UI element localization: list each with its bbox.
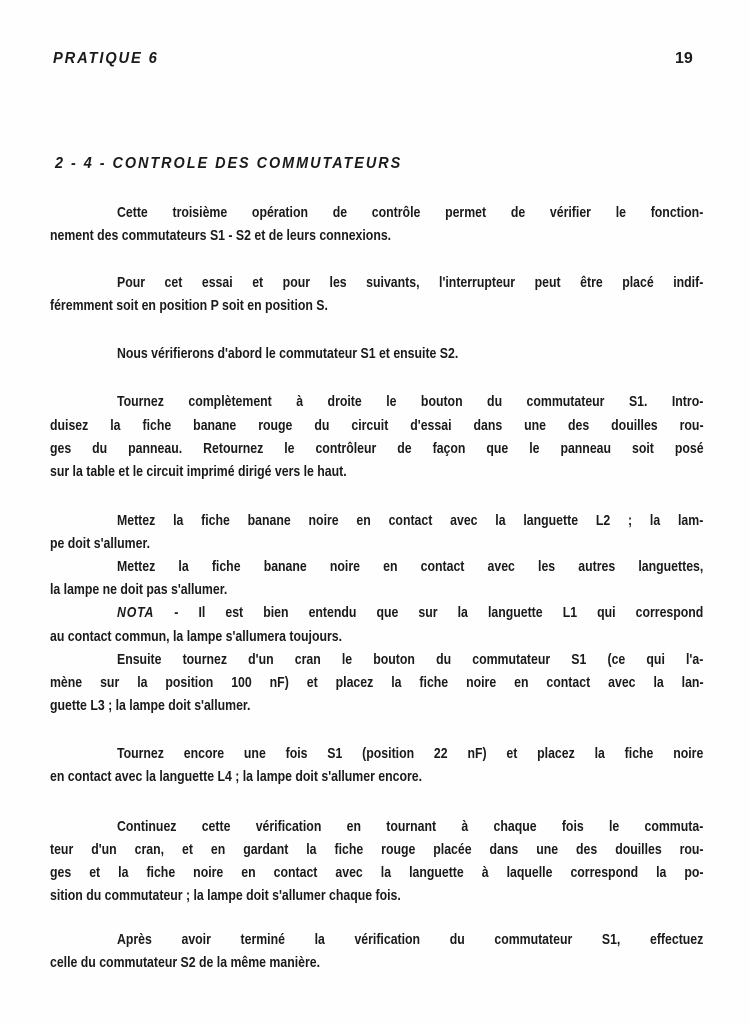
paragraph-8-line-2: mène sur la position 100 nF) et placez la fiche noire en contact avec la lan- xyxy=(50,674,704,691)
paragraph-4-line-1: Tournez complètement à droite le bouton du commutateur S1. Intro- xyxy=(117,393,704,410)
paragraph-8-line-3: guette L3 ; la lampe doit s'allumer. xyxy=(50,697,251,714)
paragraph-11-line-1: Après avoir terminé la vérification du commutateur S1, effectuez xyxy=(117,931,704,948)
paragraph-1-line-2: nement des commutateurs S1 - S2 et de leurs connexions. xyxy=(50,227,392,244)
paragraph-5-line-2: pe doit s'allumer. xyxy=(50,535,150,552)
paragraph-4-line-2: duisez la fiche banane rouge du circuit d'essai dans une des douilles rou- xyxy=(50,417,704,434)
paragraph-6-line-2: la lampe ne doit pas s'allumer. xyxy=(50,581,228,598)
paragraph-3-line-1: Nous vérifierons d'abord le commutateur S1 et ensuite S2. xyxy=(117,345,459,362)
paragraph-10-line-3: ges et la fiche noire en contact avec la languette à laquelle correspond la po- xyxy=(50,864,704,881)
running-title: PRATIQUE 6 xyxy=(53,50,159,67)
nota-line-2: au contact commun, la lampe s'allumera toujours. xyxy=(50,628,343,645)
paragraph-9-line-2: en contact avec la languette L4 ; la lampe doit s'allumer encore. xyxy=(50,768,423,785)
nota-text: - Il est bien entendu que sur la languette L1 qui correspond xyxy=(154,604,704,621)
paragraph-1-line-1: Cette troisième opération de contrôle permet de vérifier le fonction- xyxy=(117,204,704,221)
paragraph-11-line-2: celle du commutateur S2 de la même manière. xyxy=(50,954,321,971)
paragraph-10-line-4: sition du commutateur ; la lampe doit s'allumer chaque fois. xyxy=(50,887,401,904)
paragraph-10-line-2: teur d'un cran, et en gardant la fiche rouge placée dans une des douilles rou- xyxy=(50,841,704,858)
nota-label: NOTA xyxy=(117,604,155,621)
paragraph-2-line-2: féremment soit en position P soit en position S. xyxy=(50,297,328,314)
paragraph-6-line-1: Mettez la fiche banane noire en contact avec les autres languettes, xyxy=(117,558,704,575)
section-title: 2 - 4 - CONTROLE DES COMMUTATEURS xyxy=(55,155,403,172)
paragraph-4-line-4: sur la table et le circuit imprimé dirigé vers le haut. xyxy=(50,463,347,480)
paragraph-8-line-1: Ensuite tournez d'un cran le bouton du commutateur S1 (ce qui l'a- xyxy=(117,651,704,668)
page-number: 19 xyxy=(675,50,693,67)
paragraph-2-line-1: Pour cet essai et pour les suivants, l'interrupteur peut être placé indif- xyxy=(117,274,704,291)
paragraph-10-line-1: Continuez cette vérification en tournant à chaque fois le commuta- xyxy=(117,818,704,835)
nota-line-1 xyxy=(117,603,703,623)
paragraph-5-line-1: Mettez la fiche banane noire en contact avec la languette L2 ; la lam- xyxy=(117,512,704,529)
paragraph-4-line-3: ges du panneau. Retournez le contrôleur de façon que le panneau soit posé xyxy=(50,440,704,457)
paragraph-9-line-1: Tournez encore une fois S1 (position 22 nF) et placez la fiche noire xyxy=(117,745,704,762)
